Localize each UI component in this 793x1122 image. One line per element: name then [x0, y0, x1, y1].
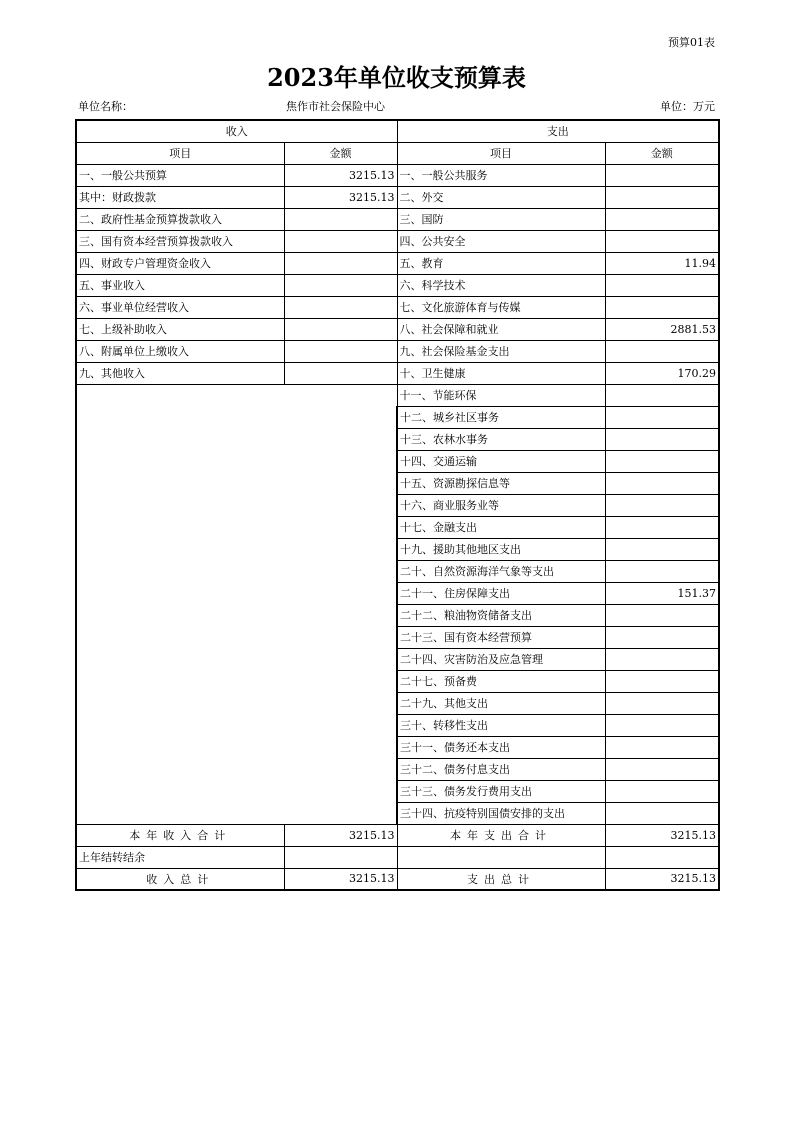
expense-amount — [605, 274, 719, 296]
expense-amount: 170.29 — [605, 362, 719, 384]
expense-item: 三十一、债务还本支出 — [397, 736, 605, 758]
table-row — [76, 230, 719, 252]
expense-amount — [605, 758, 719, 780]
expense-amount: 2881.53 — [605, 318, 719, 340]
currency-unit: 单位：万元 — [660, 100, 715, 113]
expense-year-total-amount: 3215.13 — [605, 824, 719, 846]
expense-item: 三十三、债务发行费用支出 — [397, 780, 605, 802]
income-section-header: 收入 — [76, 120, 397, 142]
expense-amount — [605, 428, 719, 450]
table-row — [76, 362, 719, 384]
income-amount — [284, 318, 397, 340]
expense-amount — [605, 494, 719, 516]
table-row — [76, 384, 719, 406]
income-item: 其中：财政拨款 — [76, 186, 284, 208]
expense-amount — [605, 230, 719, 252]
expense-section-header: 支出 — [397, 120, 719, 142]
expense-amount — [605, 516, 719, 538]
expense-item: 三十二、债务付息支出 — [397, 758, 605, 780]
expense-item: 二十七、预备费 — [397, 670, 605, 692]
expense-item: 十四、交通运输 — [397, 450, 605, 472]
budget-table-body — [76, 120, 719, 890]
expense-amount — [605, 384, 719, 406]
expense-item: 十二、城乡社区事务 — [397, 406, 605, 428]
expense-item: 十三、农林水事务 — [397, 428, 605, 450]
expense-amount — [605, 472, 719, 494]
year-total-row — [76, 824, 719, 846]
expense-item: 六、科学技术 — [397, 274, 605, 296]
expense-amount — [605, 296, 719, 318]
expense-year-total-label: 本年支出合计 — [397, 824, 605, 846]
income-year-total-amount: 3215.13 — [284, 824, 397, 846]
expense-amount — [605, 714, 719, 736]
carryover-amount — [284, 846, 397, 868]
form-code: 预算01表 — [668, 36, 715, 49]
column-header-row — [76, 142, 719, 164]
income-amount — [284, 296, 397, 318]
expense-item: 十、卫生健康 — [397, 362, 605, 384]
expense-item: 二十四、灾害防治及应急管理 — [397, 648, 605, 670]
income-amount: 3215.13 — [284, 164, 397, 186]
expense-amount — [605, 780, 719, 802]
income-amount — [284, 362, 397, 384]
income-amount — [284, 230, 397, 252]
expense-item: 二十九、其他支出 — [397, 692, 605, 714]
expense-item: 七、文化旅游体育与传媒 — [397, 296, 605, 318]
expense-amount — [605, 648, 719, 670]
expense-item: 十九、援助其他地区支出 — [397, 538, 605, 560]
income-item: 一、一般公共预算 — [76, 164, 284, 186]
expense-amount — [605, 164, 719, 186]
carryover-label: 上年结转结余 — [76, 846, 284, 868]
expense-amount — [605, 670, 719, 692]
table-row — [76, 340, 719, 362]
income-year-total-label: 本年收入合计 — [76, 824, 284, 846]
table-row — [76, 318, 719, 340]
carryover-expense-blank — [397, 846, 605, 868]
expense-item: 三、国防 — [397, 208, 605, 230]
income-item-header: 项目 — [76, 142, 284, 164]
carryover-expense-amount — [605, 846, 719, 868]
table-row — [76, 186, 719, 208]
expense-amount — [605, 626, 719, 648]
expense-amount: 151.37 — [605, 582, 719, 604]
expense-item: 二十三、国有资本经营预算 — [397, 626, 605, 648]
expense-amount — [605, 802, 719, 824]
income-item: 八、附属单位上缴收入 — [76, 340, 284, 362]
expense-amount — [605, 340, 719, 362]
expense-item: 十五、资源勘探信息等 — [397, 472, 605, 494]
table-row — [76, 296, 719, 318]
expense-amount — [605, 538, 719, 560]
budget-table — [75, 119, 720, 891]
expense-item: 二十二、粮油物资储备支出 — [397, 604, 605, 626]
expense-amount — [605, 692, 719, 714]
expense-amount — [605, 736, 719, 758]
expense-item: 三十四、抗疫特别国债安排的支出 — [397, 802, 605, 824]
expense-item-header: 项目 — [397, 142, 605, 164]
income-amount — [284, 340, 397, 362]
income-item: 三、国有资本经营预算拨款收入 — [76, 230, 284, 252]
income-grand-total-label: 收入总计 — [76, 868, 284, 890]
expense-item: 十六、商业服务业等 — [397, 494, 605, 516]
expense-item: 五、教育 — [397, 252, 605, 274]
table-row — [76, 164, 719, 186]
grand-total-row — [76, 868, 719, 890]
expense-amount — [605, 208, 719, 230]
expense-item: 一、一般公共服务 — [397, 164, 605, 186]
income-amount — [284, 252, 397, 274]
table-row — [76, 252, 719, 274]
page-title: 2023年单位收支预算表 — [267, 63, 526, 92]
income-amount — [284, 208, 397, 230]
income-item: 九、其他收入 — [76, 362, 284, 384]
expense-item: 二、外交 — [397, 186, 605, 208]
income-blank-area — [76, 384, 397, 824]
carryover-row — [76, 846, 719, 868]
expense-grand-total-label: 支出总计 — [397, 868, 605, 890]
unit-name-value: 焦作市社会保险中心 — [286, 100, 385, 113]
expense-amount — [605, 450, 719, 472]
table-row — [76, 208, 719, 230]
section-header-row — [76, 120, 719, 142]
expense-amount — [605, 406, 719, 428]
table-row — [76, 274, 719, 296]
income-amount: 3215.13 — [284, 186, 397, 208]
income-grand-total-amount: 3215.13 — [284, 868, 397, 890]
expense-item: 三十、转移性支出 — [397, 714, 605, 736]
expense-item: 十一、节能环保 — [397, 384, 605, 406]
expense-item: 二十、自然资源海洋气象等支出 — [397, 560, 605, 582]
expense-amount — [605, 186, 719, 208]
unit-name-label: 单位名称： — [78, 100, 133, 113]
expense-item: 四、公共安全 — [397, 230, 605, 252]
expense-amount — [605, 604, 719, 626]
income-amount — [284, 274, 397, 296]
expense-amount-header: 金额 — [605, 142, 719, 164]
income-item: 二、政府性基金预算拨款收入 — [76, 208, 284, 230]
expense-grand-total-amount: 3215.13 — [605, 868, 719, 890]
income-item: 四、财政专户管理资金收入 — [76, 252, 284, 274]
income-amount-header: 金额 — [284, 142, 397, 164]
income-item: 六、事业单位经营收入 — [76, 296, 284, 318]
expense-item: 二十一、住房保障支出 — [397, 582, 605, 604]
expense-item: 十七、金融支出 — [397, 516, 605, 538]
expense-item: 九、社会保险基金支出 — [397, 340, 605, 362]
expense-item: 八、社会保障和就业 — [397, 318, 605, 340]
income-item: 七、上级补助收入 — [76, 318, 284, 340]
expense-amount — [605, 560, 719, 582]
expense-amount: 11.94 — [605, 252, 719, 274]
income-item: 五、事业收入 — [76, 274, 284, 296]
